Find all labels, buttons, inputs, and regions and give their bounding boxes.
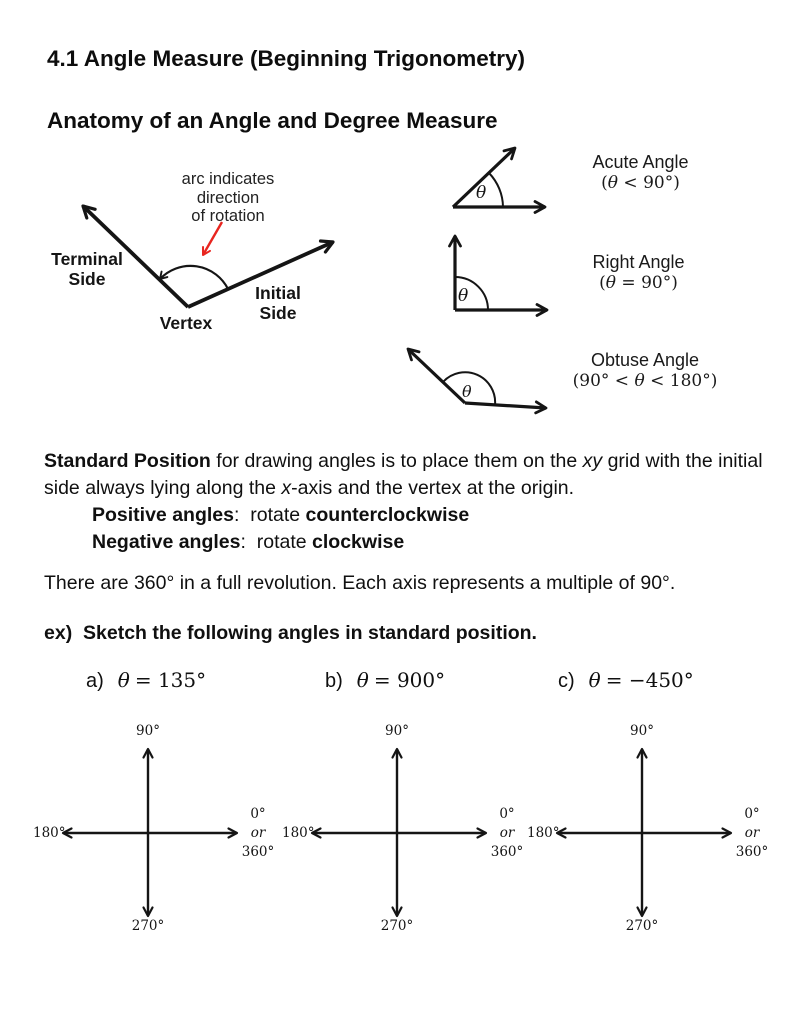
problem-a	[86, 668, 206, 693]
obtuse-terminal-ray	[408, 349, 465, 403]
obtuse-theta-symbol: θ	[462, 382, 472, 401]
cond-pre: (90° <	[572, 371, 635, 391]
section-heading: Anatomy of an Angle and Degree Measure	[47, 108, 498, 133]
acute-theta-symbol: θ	[476, 183, 487, 203]
initial-side-word: Side	[259, 302, 297, 323]
label-180: 180°	[33, 825, 66, 841]
xy-italic: xy	[582, 450, 603, 472]
label-360: 360°	[490, 844, 524, 860]
arc-note-line2: direction	[196, 188, 260, 207]
terminal-side-label	[37, 250, 137, 289]
label-0-360	[236, 805, 280, 862]
label-270: 270°	[380, 918, 414, 934]
problem-c-expression	[589, 668, 694, 692]
x-italic: x	[281, 477, 292, 499]
terminal-word: Terminal	[51, 249, 123, 269]
text-run: -axis and the vertex at the origin.	[291, 477, 575, 499]
label-0-360	[485, 805, 529, 862]
label-or: or	[250, 825, 266, 841]
acute-angle-label	[558, 152, 723, 194]
problem-b-label: b)	[325, 670, 343, 692]
counterclockwise-term: counterclockwise	[305, 504, 470, 526]
text-run: : rotate	[240, 531, 313, 553]
angle-value: = −450°	[605, 668, 694, 692]
problem-b-expression	[357, 668, 445, 692]
right-angle-condition	[556, 273, 721, 294]
theta-italic: θ	[605, 273, 617, 293]
label-0: 0°	[250, 806, 266, 822]
right-angle-name: Right Angle	[592, 252, 685, 272]
cond-post: = 90°)	[616, 273, 678, 293]
angle-value: = 900°	[373, 668, 446, 692]
positive-angles-line	[44, 502, 469, 529]
theta-symbol: θ	[588, 668, 601, 692]
label-90: 90°	[630, 723, 654, 739]
axes-sketch-c	[527, 722, 767, 942]
text-run: : rotate	[233, 504, 306, 526]
label-0: 0°	[744, 806, 760, 822]
page-title: 4.1 Angle Measure (Beginning Trigonometry)	[47, 46, 525, 71]
label-90: 90°	[385, 723, 409, 739]
theta-symbol: θ	[117, 668, 130, 692]
obtuse-angle-condition	[560, 371, 730, 392]
exercise-prompt: ex) Sketch the following angles in standard position.	[44, 622, 537, 644]
theta-italic: θ	[607, 173, 619, 193]
acute-angle-diagram	[440, 135, 565, 223]
label-270: 270°	[131, 918, 165, 934]
text-run: grid with the initial	[602, 450, 763, 472]
standard-position-line2	[44, 475, 574, 502]
negative-angles-term: Negative angles	[92, 531, 241, 553]
label-or: or	[744, 825, 760, 841]
standard-position-line1	[44, 448, 763, 475]
axes-sketch-a	[33, 722, 273, 942]
positive-angles-term: Positive angles	[92, 504, 234, 526]
right-theta-symbol: θ	[458, 286, 469, 306]
negative-angles-line	[44, 529, 404, 556]
rotation-arc	[160, 266, 228, 289]
right-angle-label	[556, 252, 721, 294]
angle-value: = 135°	[134, 668, 207, 692]
theta-symbol: θ	[356, 668, 369, 692]
problem-b	[325, 668, 445, 693]
cond-pre: (	[601, 173, 608, 193]
text-run: for drawing angles is to place them on the	[210, 450, 583, 472]
vertex-label: Vertex	[159, 313, 213, 333]
label-360: 360°	[735, 844, 769, 860]
label-180: 180°	[527, 825, 560, 841]
label-180: 180°	[282, 825, 315, 841]
standard-position-term: Standard Position	[44, 450, 211, 472]
initial-word: Initial	[255, 283, 301, 303]
initial-side-label	[228, 284, 328, 323]
label-0-360	[730, 805, 774, 862]
arc-note-line3: of rotation	[191, 207, 265, 225]
text-run: side always lying along the	[44, 477, 282, 499]
problem-c-label: c)	[558, 670, 575, 692]
acute-arc	[489, 173, 503, 207]
obtuse-initial-ray	[465, 403, 546, 408]
label-90: 90°	[136, 723, 160, 739]
arc-note-line1: arc indicates	[181, 170, 275, 188]
right-angle-diagram	[440, 228, 565, 320]
problem-a-label: a)	[86, 670, 104, 692]
label-360: 360°	[241, 844, 275, 860]
acute-angle-name: Acute Angle	[592, 152, 689, 172]
label-270: 270°	[625, 918, 659, 934]
axes-sketch-b	[282, 722, 522, 942]
obtuse-angle-label	[560, 350, 730, 392]
problem-a-expression	[118, 668, 206, 692]
cond-pre: (	[599, 273, 606, 293]
theta-italic: θ	[634, 371, 645, 391]
label-0: 0°	[499, 806, 515, 822]
arc-note	[158, 170, 298, 226]
clockwise-term: clockwise	[312, 531, 405, 553]
acute-angle-condition	[558, 173, 723, 194]
revolution-note: There are 360° in a full revolution. Each axis represents a multiple of 90°.	[44, 572, 676, 594]
cond-post: < 90°)	[618, 173, 680, 193]
obtuse-angle-diagram	[395, 340, 565, 420]
cond-post: < 180°)	[644, 371, 718, 391]
problem-c	[558, 668, 694, 693]
red-pointer-arrow	[203, 222, 222, 255]
label-or: or	[499, 825, 515, 841]
terminal-side-word: Side	[68, 268, 106, 289]
obtuse-angle-name: Obtuse Angle	[590, 350, 700, 370]
